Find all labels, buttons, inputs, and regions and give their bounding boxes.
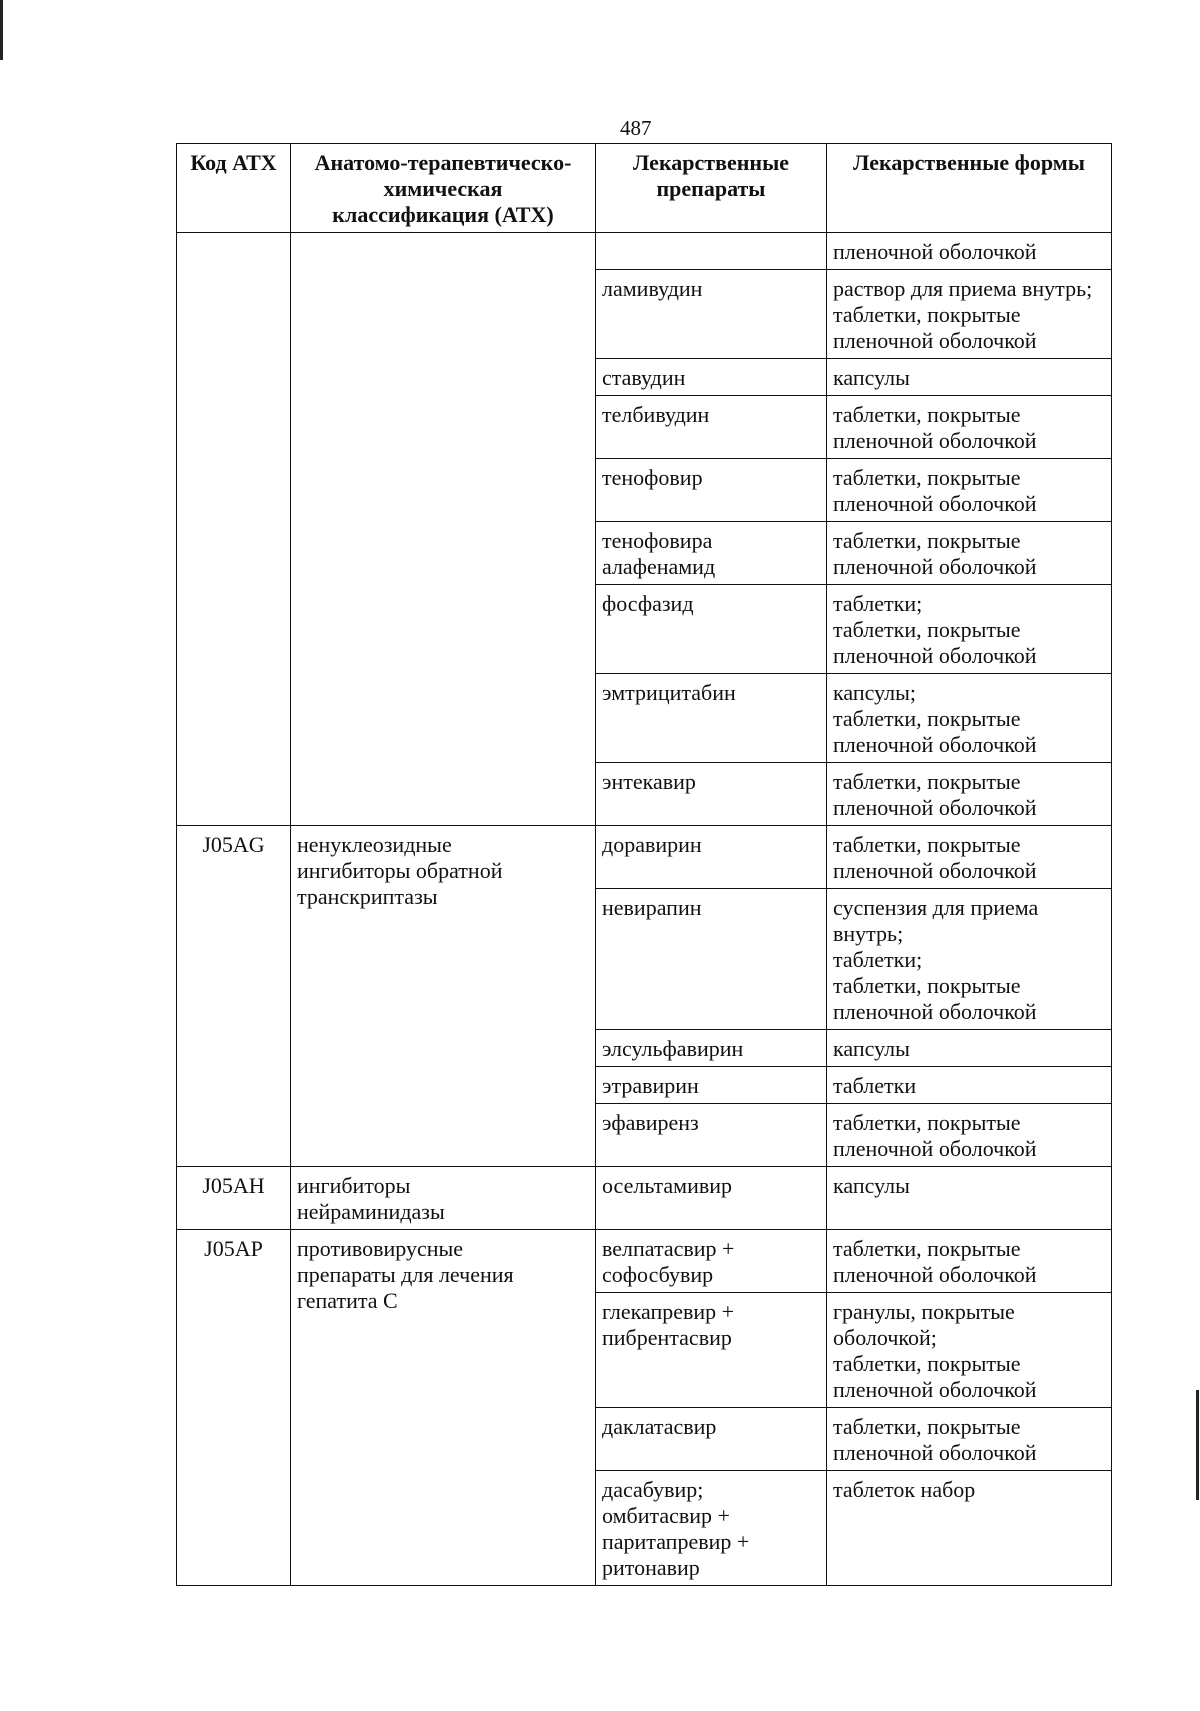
drug-cell: этравирин	[596, 1067, 827, 1104]
dosage-form-cell: таблетки, покрытые пленочной оболочкой	[827, 459, 1112, 522]
dosage-form-cell: капсулы	[827, 1030, 1112, 1067]
table-row	[177, 233, 1112, 270]
atc-code-cell: J05AG	[177, 826, 291, 1167]
dosage-form-cell: капсулы	[827, 359, 1112, 396]
header-classification: Анатомо-терапевтическо- химическая классификация (АТХ)	[291, 144, 596, 233]
header-code: Код АТХ	[177, 144, 291, 233]
dosage-form-cell: капсулы	[827, 1167, 1112, 1230]
drug-cell: энтекавир	[596, 763, 827, 826]
table-body	[177, 233, 1112, 1586]
dosage-form-cell: таблетки, покрытые пленочной оболочкой	[827, 826, 1112, 889]
dosage-form-cell: таблетки, покрытые пленочной оболочкой	[827, 522, 1112, 585]
drug-cell: дасабувир; омбитасвир + паритапревир + ритонавир	[596, 1471, 827, 1586]
dosage-form-cell: таблетки, покрытые пленочной оболочкой	[827, 1408, 1112, 1471]
drug-cell: элсульфавирин	[596, 1030, 827, 1067]
atc-drug-table	[176, 143, 1112, 1586]
dosage-form-cell: суспензия для приема внутрь; таблетки; таблетки, покрытые пленочной оболочкой	[827, 889, 1112, 1030]
dosage-form-cell: раствор для приема внутрь; таблетки, покрытые пленочной оболочкой	[827, 270, 1112, 359]
dosage-form-cell: таблеток набор	[827, 1471, 1112, 1586]
dosage-form-cell: таблетки, покрытые пленочной оболочкой	[827, 1230, 1112, 1293]
dosage-form-cell: таблетки, покрытые пленочной оболочкой	[827, 1104, 1112, 1167]
scan-mark-left	[0, 0, 3, 60]
table-row	[177, 1230, 1112, 1293]
dosage-form-cell: таблетки	[827, 1067, 1112, 1104]
drug-cell: ставудин	[596, 359, 827, 396]
drug-cell: тенофовира алафенамид	[596, 522, 827, 585]
dosage-form-cell: таблетки; таблетки, покрытые пленочной оболочкой	[827, 585, 1112, 674]
dosage-form-cell: таблетки, покрытые пленочной оболочкой	[827, 396, 1112, 459]
drug-cell: велпатасвир + софосбувир	[596, 1230, 827, 1293]
table-row	[177, 1167, 1112, 1230]
drug-cell: эмтрицитабин	[596, 674, 827, 763]
atc-code-cell: J05AH	[177, 1167, 291, 1230]
table-row	[177, 826, 1112, 889]
atc-classification-cell: ненуклеозидные ингибиторы обратной транскриптазы	[291, 826, 596, 1167]
drug-cell: глекапревир + пибрентасвир	[596, 1293, 827, 1408]
drug-cell: фосфазид	[596, 585, 827, 674]
atc-classification-cell: противовирусные препараты для лечения гепатита С	[291, 1230, 596, 1586]
drug-cell: тенофовир	[596, 459, 827, 522]
atc-code-cell	[177, 233, 291, 826]
drug-cell: невирапин	[596, 889, 827, 1030]
dosage-form-cell: капсулы; таблетки, покрытые пленочной оболочкой	[827, 674, 1112, 763]
table-header-row	[177, 144, 1112, 233]
drug-cell: ламивудин	[596, 270, 827, 359]
header-forms: Лекарственные формы	[827, 144, 1112, 233]
scan-mark-right	[1196, 1390, 1199, 1500]
header-drugs: Лекарственные препараты	[596, 144, 827, 233]
drug-cell: осельтамивир	[596, 1167, 827, 1230]
dosage-form-cell: гранулы, покрытые оболочкой; таблетки, покрытые пленочной оболочкой	[827, 1293, 1112, 1408]
atc-classification-cell: ингибиторы нейраминидазы	[291, 1167, 596, 1230]
drug-cell	[596, 233, 827, 270]
drug-cell: даклатасвир	[596, 1408, 827, 1471]
page-number: 487	[620, 116, 652, 140]
drug-cell: доравирин	[596, 826, 827, 889]
drug-cell: эфавиренз	[596, 1104, 827, 1167]
dosage-form-cell: таблетки, покрытые пленочной оболочкой	[827, 763, 1112, 826]
dosage-form-cell: пленочной оболочкой	[827, 233, 1112, 270]
atc-code-cell: J05AP	[177, 1230, 291, 1586]
drug-cell: телбивудин	[596, 396, 827, 459]
atc-classification-cell	[291, 233, 596, 826]
